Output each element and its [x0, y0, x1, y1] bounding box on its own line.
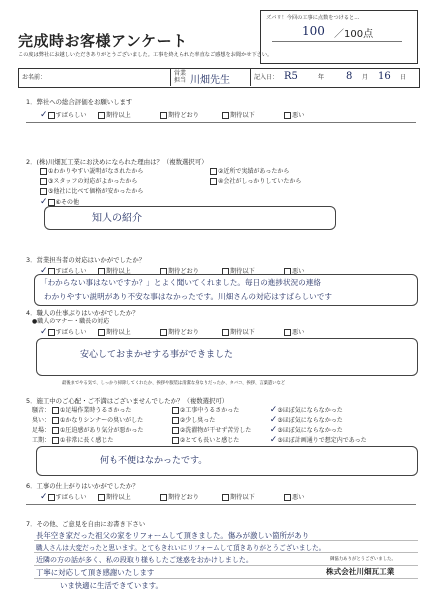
q2-option-3: ③スタッフの対応がよかったから — [40, 178, 137, 186]
q5-row-period: 工期： ①非常に長く感じた ②とても長いと感じた ✓③ほぼ計画通りで想定内であった — [32, 435, 367, 445]
q1-checkbox-2[interactable] — [98, 112, 105, 119]
q3-comment-line-2: わかりやすい説明があり不安な事はなかったです。川畑さんの対応はすばらしいです — [44, 292, 332, 301]
q5-title: 5．施工中のご心配・ご不満はございませんでしたか？（複数選択可） — [26, 397, 229, 405]
q1-title: 1．弊社への総合評価をお願いします — [26, 98, 133, 106]
q1-checkbox-4[interactable] — [222, 112, 229, 119]
q2-option-5: ⑤他社に比べて価格が安かったから — [40, 188, 143, 196]
q2-title: 2．(株)川畑瓦工業にお決めになられた理由は？（複数選択可） — [26, 158, 208, 166]
q4-subtitle: ●職人のマナー・職長の対応 — [32, 318, 110, 325]
q7-line-4: 丁寧に対応して頂き感謝いたします — [36, 568, 155, 577]
q5-row-noise: 騒音： ①足場作業時うるさかった ②工事中うるさかった ✓③ほぼ気にならなかった — [32, 405, 343, 415]
q2-other-box — [44, 206, 336, 230]
q6-title: 6．工事の仕上がりはいかがでしたか？ — [26, 482, 139, 490]
q3-title: 3．営業担当者の対応はいかがでしたか？ — [26, 256, 146, 264]
q7-line-3: 近隣の方の話が多く、私の段取り様もしたご迷惑をおかけしました。 — [36, 556, 253, 564]
q5-row-scaffold: 足場： ①圧迫感があり気分が悪かった ②洗濯物が干せず苦労した ✓③ほぼ気にならなかった — [32, 425, 343, 435]
q5-comment-box — [36, 446, 418, 476]
q1-checkbox-3[interactable] — [160, 112, 167, 119]
q2-option-4: ④会社がしっかりしていたから — [210, 178, 301, 186]
q2-option-2: ②近所で実績があったから — [210, 168, 289, 176]
q5-row-smell: 臭い： ①かなりシンナーの臭いがした ②少し臭った ✓③ほぼ気にならなかった — [32, 415, 343, 425]
date-era: R5 — [284, 71, 298, 82]
q2-other-answer: 知人の紹介 — [92, 213, 142, 224]
q5-comment: 何も不便はなかったです。 — [100, 456, 208, 466]
q7-line-5: いま快適に生活できています。 — [60, 581, 163, 590]
q1-checkbox-1[interactable] — [48, 112, 55, 119]
name-label: お名前： — [22, 74, 47, 81]
score-note: ズバリ！今回の工事に点数をつけると… — [266, 15, 360, 21]
q7-line-2: 職人さんは大変だったと思います。とてもきれいにリフォームして頂きありがとうございました。 — [36, 544, 326, 552]
date-month: 8 — [346, 71, 353, 82]
score-max: ／100点 — [334, 29, 374, 40]
q4-scale: ✓ すばらしい 期待以上 期待どおり 期待以下 悪い — [40, 327, 305, 337]
q4-hint: 最後までやる気で、しっかり掃除してくれたか、挨拶や服装は清潔な身なりだったか、タバコ、挨拶、言葉遣いなど — [62, 381, 286, 386]
score-value: 100 — [302, 24, 325, 38]
page-title: 完成時お客様アンケート — [18, 32, 188, 50]
date-day: 16 — [378, 71, 391, 82]
q7-title: 7．その他、ご意見を自由にお書き下さい — [26, 520, 146, 528]
q7-thanks: 御協力ありがとうございました。 — [330, 557, 396, 562]
q2-option-1: ①わかりやすい説明がなされたから — [40, 168, 143, 176]
q2-option-6: ✓ ⑥その他 — [40, 197, 79, 207]
company-name: 株式会社川畑瓦工業 — [326, 567, 395, 576]
q4-comment: 安心しておまかせする事ができました — [80, 350, 234, 360]
q1-checkbox-5[interactable] — [284, 112, 291, 119]
q7-line-1: 長年空き家だった祖父の家をリフォームして頂きました。傷みが激しい箇所があり — [36, 531, 310, 540]
q3-comment-line-1: 「わからない事はないですか？」とよく聞いてくれました。毎日の進捗状況の連絡 — [40, 278, 321, 287]
q6-scale: ✓ すばらしい 期待以上 期待どおり 期待以下 悪い — [40, 492, 305, 502]
staff-name: 川畑先生 — [190, 75, 230, 86]
date-label: 記入日： — [254, 74, 279, 81]
intro-text: この度は弊社にお越しいただきありがとうございました。工事を終えられた率直なご感想をお聞かせ下さい。 — [18, 52, 273, 58]
q4-title: 4．職人の仕事ぶりはいかがでしたか？ — [26, 309, 139, 317]
q3-scale: ✓ すばらしい 期待以上 期待どおり 期待以下 悪い — [40, 266, 305, 276]
staff-label: 営業 担当 — [174, 70, 187, 84]
q1-scale: ✓ すばらしい 期待以上 期待どおり 期待以下 悪い — [40, 110, 305, 120]
